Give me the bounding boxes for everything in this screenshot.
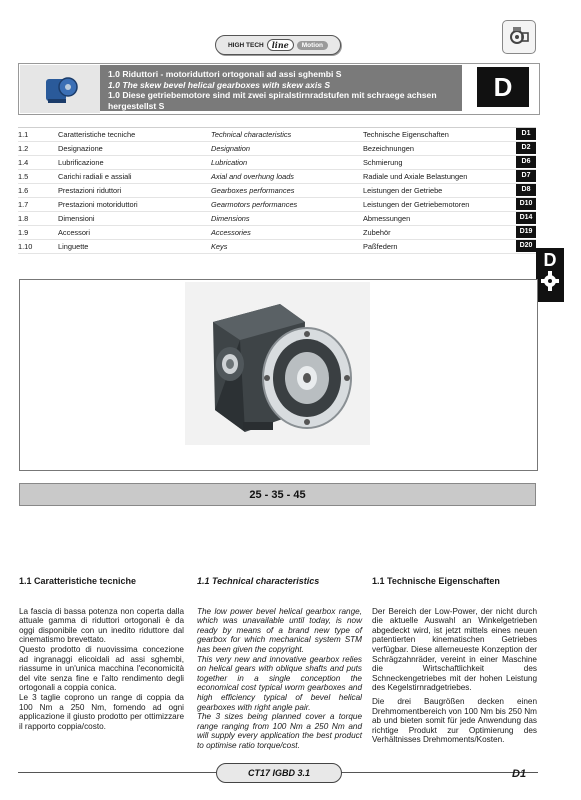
column-italian: [19, 577, 184, 731]
index-row[interactable]: [18, 226, 536, 240]
index-num: 1.6: [18, 186, 29, 195]
index-num: 1.1: [18, 130, 29, 139]
brand-logo: [215, 35, 341, 55]
gearbox-icon: [502, 20, 536, 54]
column-paragraph: This very new and innovative gearbox relies on helical gears with oblique shafts and puts together in a single conception the economical cost typical worm gearboxes and high efficiency typical of bevel helical gearboxes with right angle pair.: [197, 654, 362, 712]
index-row[interactable]: [18, 212, 536, 226]
index-en: Gearboxes performances: [211, 186, 295, 195]
gearbox-icon: [540, 270, 560, 292]
index-page: D1: [516, 128, 536, 140]
index-it: Linguette: [58, 242, 89, 251]
index-de: Bezeichnungen: [363, 144, 414, 153]
index-page: D6: [516, 156, 536, 168]
index-it: Caratteristiche tecniche: [58, 130, 136, 139]
column-german: [372, 577, 537, 749]
section-title-en: 1.0 The skew bevel helical gearboxes with skew axis S: [108, 79, 331, 90]
index-row[interactable]: [18, 240, 536, 254]
index-en: Designation: [211, 144, 251, 153]
index-en: Technical characteristics: [211, 130, 292, 139]
index-row[interactable]: [18, 142, 536, 156]
index-de: Technische Eigenschaften: [363, 130, 449, 139]
column-paragraph: Questo prodotto di nuovissima concezione ad ingranaggi elicoidali ad assi sghembi, riassume in un'unica macchina l'economicità del vite senza fine e l'alto rendimento degli ortogonali a coppia conica.: [19, 644, 184, 693]
index-page: D14: [516, 212, 536, 224]
index-page: D8: [516, 184, 536, 196]
column-heading: 1.1 Technical characteristics: [197, 576, 320, 586]
gearbox-product-image: [185, 282, 370, 445]
index-de: Zubehör: [363, 228, 391, 237]
column-paragraph: The 3 sizes being planned cover a torque range ranging from 100 Nm a 250 Nm and will supply every application the best product to optimise ratio torque/cost.: [197, 712, 362, 750]
size-range-band: 25 - 35 - 45: [19, 483, 536, 506]
index-row[interactable]: [18, 184, 536, 198]
index-it: Prestazioni riduttori: [58, 186, 122, 195]
brand-logo-right: Motion: [297, 41, 328, 50]
index-de: Abmessungen: [363, 214, 411, 223]
index-de: Paßfedern: [363, 242, 398, 251]
column-paragraph: Le 3 taglie coprono un range di coppia da 100 Nm a 250 Nm, fornendo ad ogni applicazione il giusto prodotto per ottimizzare il rapporto coppia/costo.: [19, 692, 184, 731]
chapter-side-letter: D: [543, 250, 557, 270]
index-num: 1.4: [18, 158, 29, 167]
index-row[interactable]: [18, 156, 536, 170]
index-en: Gearmotors performances: [211, 200, 298, 209]
index-page: D20: [516, 240, 536, 252]
chapter-side-tab: [536, 248, 564, 302]
index-row[interactable]: [18, 198, 536, 212]
index-en: Accessories: [211, 228, 251, 237]
index-en: Keys: [211, 242, 228, 251]
brand-logo-left: HIGH TECH: [227, 41, 264, 49]
brand-logo-mid: line: [267, 39, 294, 51]
section-title-it: 1.0 Riduttori - motoriduttori ortogonali ad assi sghembi S: [108, 69, 342, 79]
index-num: 1.10: [18, 242, 33, 251]
index-de: Schmierung: [363, 158, 403, 167]
index-page: D7: [516, 170, 536, 182]
index-table: [18, 127, 536, 254]
index-en: Dimensions: [211, 214, 250, 223]
column-heading: 1.1 Caratteristiche tecniche: [19, 576, 137, 586]
footer-divider-left: [18, 772, 216, 773]
index-page: D10: [516, 198, 536, 210]
index-it: Designazione: [58, 144, 103, 153]
index-de: Leistungen der Getriebemotoren: [363, 200, 470, 209]
index-it: Lubrificazione: [58, 158, 104, 167]
index-num: 1.8: [18, 214, 29, 223]
column-paragraph: Der Bereich der Low-Power, der nicht durch die aktuelle Auswahl an Winkelgetrieben abgedeckt wird, ist jetzt mittels eines neuen patentierten kinematischen Getriebes verfügbar. Diese allerneueste Konzeption der Schrägzahnräder, vereint in einer Maschine die Wirtschaftlichkeit des Schneckengetriebes mit der hohen Leistung des Kegelstirnradgetriebes.: [372, 606, 537, 693]
catalog-code: CT17 IGBD 3.1: [216, 763, 342, 783]
index-it: Accessori: [58, 228, 91, 237]
column-english: [197, 577, 362, 751]
footer-divider-right: [340, 772, 538, 773]
page-number: D1: [512, 768, 527, 780]
index-row[interactable]: [18, 170, 536, 184]
column-paragraph: Die drei Baugrößen decken einen Drehmomentbereich von 100 Nm bis 250 Nm ab und bieten somit für jede Anwendung das richtige Produkt zur Optimierung des Verhältnisses Drehmoments/Kosten.: [372, 696, 537, 745]
section-title-de: 1.0 Diese getriebemotore sind mit zwei spiralstirnradstufen mit schraege achsen hergestellst S: [108, 90, 437, 111]
column-paragraph: La fascia di bassa potenza non coperta dalla attuale gamma di riduttori ortogonali è da oggi disponibile con un inedito riduttore dal cinematismo brevettato.: [19, 606, 184, 645]
index-en: Lubrication: [211, 158, 248, 167]
index-en: Axial and overhung loads: [211, 172, 294, 181]
index-row[interactable]: [18, 127, 536, 142]
column-paragraph: The low power bevel helical gearbox range, which was unavailable until today, is now ready by means of a brand new type of gearbox for which mechanical system STM has been given the copyright.: [197, 606, 362, 654]
index-de: Radiale und Axiale Belastungen: [363, 172, 468, 181]
index-num: 1.7: [18, 200, 29, 209]
section-title-block: [100, 65, 462, 111]
index-num: 1.5: [18, 172, 29, 181]
column-heading: 1.1 Technische Eigenschaften: [372, 576, 500, 586]
index-num: 1.2: [18, 144, 29, 153]
index-it: Prestazioni motoriduttori: [58, 200, 138, 209]
index-page: D2: [516, 142, 536, 154]
index-page: D19: [516, 226, 536, 238]
index-de: Leistungen der Getriebe: [363, 186, 443, 195]
section-letter: D: [477, 67, 529, 107]
index-num: 1.9: [18, 228, 29, 237]
index-it: Carichi radiali e assiali: [58, 172, 132, 181]
index-it: Dimensioni: [58, 214, 95, 223]
header-product-thumbnail: [20, 65, 100, 113]
